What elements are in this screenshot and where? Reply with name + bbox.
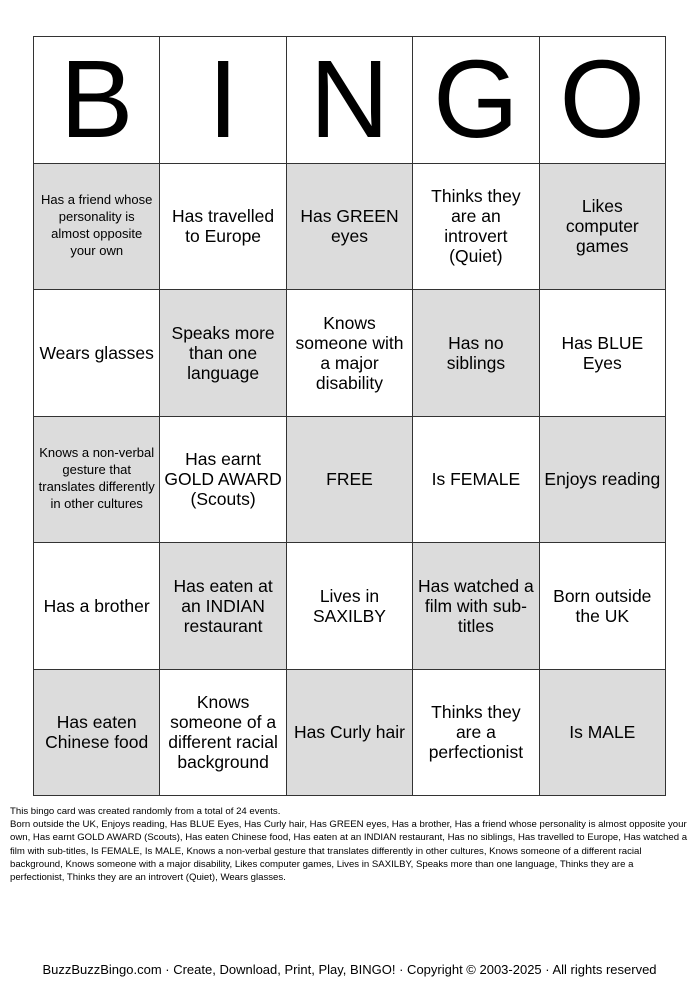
bingo-cell [160, 543, 286, 670]
bingo-cell [413, 670, 539, 797]
bingo-cell-text: Thinks they are a perfectionist [428, 702, 524, 763]
bingo-cell-text: Lives in SAXILBY [313, 585, 386, 626]
info-event-list: Born outside the UK, Enjoys reading, Has BLUE Eyes, Has Curly hair, Has GREEN eyes, Has a brother, Has a friend whose personality is almost opposite your own, Has earnt GOLD AWARD (Scouts), Has eaten Chinese food, Has eaten at an INDIAN restaurant, Has no siblings, Has travelled to Europe, Has watched a film with sub-titles, Is FEMALE, Is MALE, Knows a non-verbal gesture that translates differently in other cultures, Knows someone of a different racial background, Knows someone with a major disability, Likes computer games, Lives in SAXILBY, Speaks more than one language, Thinks they are a perfectionist, Thinks they are an introvert (Quiet), Wears glasses. [10, 819, 688, 884]
bingo-cell [34, 164, 160, 291]
header-letter-g: G [413, 37, 539, 164]
bingo-cell-text: Enjoys reading [544, 469, 661, 490]
bingo-cell-text: Likes computer games [565, 196, 639, 257]
bingo-cell-text: Has eaten at an INDIAN restaurant [173, 575, 273, 636]
bingo-cell [413, 543, 539, 670]
bingo-cell-text: Is MALE [569, 722, 636, 743]
bingo-cell [160, 164, 286, 291]
bingo-cell-text: Born outside the UK [553, 585, 652, 626]
bingo-cell [540, 164, 666, 291]
bingo-cell-text: Has a friend whose personality is almost opposite your own [41, 192, 153, 259]
bingo-cell-text: Has eaten Chinese food [45, 712, 149, 753]
bingo-cell-text: FREE [326, 469, 373, 490]
bingo-cell-text: Has Curly hair [294, 722, 405, 743]
bingo-cell-text: Speaks more than one language [171, 322, 275, 383]
card-info [10, 805, 690, 884]
bingo-cell [540, 290, 666, 417]
bingo-cell-text: Has no siblings [446, 332, 506, 373]
bingo-cell [34, 670, 160, 797]
bingo-cell [34, 417, 160, 544]
bingo-cell [160, 290, 286, 417]
bingo-cell [34, 290, 160, 417]
header-letter-i: I [160, 37, 286, 164]
page-footer: BuzzBuzzBingo.com · Create, Download, Print, Play, BINGO! · Copyright © 2003-2025 · All rights reserved [42, 962, 657, 977]
bingo-cell-text: Wears glasses [39, 342, 154, 363]
bingo-cell [540, 543, 666, 670]
bingo-cell [34, 543, 160, 670]
bingo-cell [287, 164, 413, 291]
bingo-cell-text: Has BLUE Eyes [561, 332, 644, 373]
header-letter-b: B [34, 37, 160, 164]
bingo-cell [287, 543, 413, 670]
bingo-cell [287, 670, 413, 797]
bingo-cell-text: Is FEMALE [431, 469, 521, 490]
header-letter-n: N [287, 37, 413, 164]
bingo-cell-text: Has earnt GOLD AWARD (Scouts) [164, 449, 282, 510]
free-space-cell [287, 417, 413, 544]
bingo-cell-text: Knows a non-verbal gesture that translates differently in other cultures [38, 445, 155, 512]
bingo-cell [540, 417, 666, 544]
bingo-cell-text: Knows someone of a different racial background [168, 692, 278, 773]
bingo-cell-text: Thinks they are an introvert (Quiet) [431, 186, 521, 267]
bingo-cell-text: Knows someone with a major disability [295, 312, 404, 393]
header-letter-o: O [540, 37, 666, 164]
bingo-cell-text: Has travelled to Europe [172, 206, 275, 247]
bingo-cell [413, 290, 539, 417]
bingo-cell-text: Has GREEN eyes [300, 206, 399, 247]
bingo-cell [160, 670, 286, 797]
bingo-cell-text: Has watched a film with sub-titles [418, 575, 534, 636]
bingo-cell [413, 164, 539, 291]
bingo-cell [413, 417, 539, 544]
bingo-cell [540, 670, 666, 797]
bingo-card [33, 36, 666, 796]
bingo-cell [287, 290, 413, 417]
info-summary: This bingo card was created randomly from a total of 24 events. [10, 806, 281, 817]
bingo-cell [160, 417, 286, 544]
bingo-cell-text: Has a brother [43, 595, 150, 616]
